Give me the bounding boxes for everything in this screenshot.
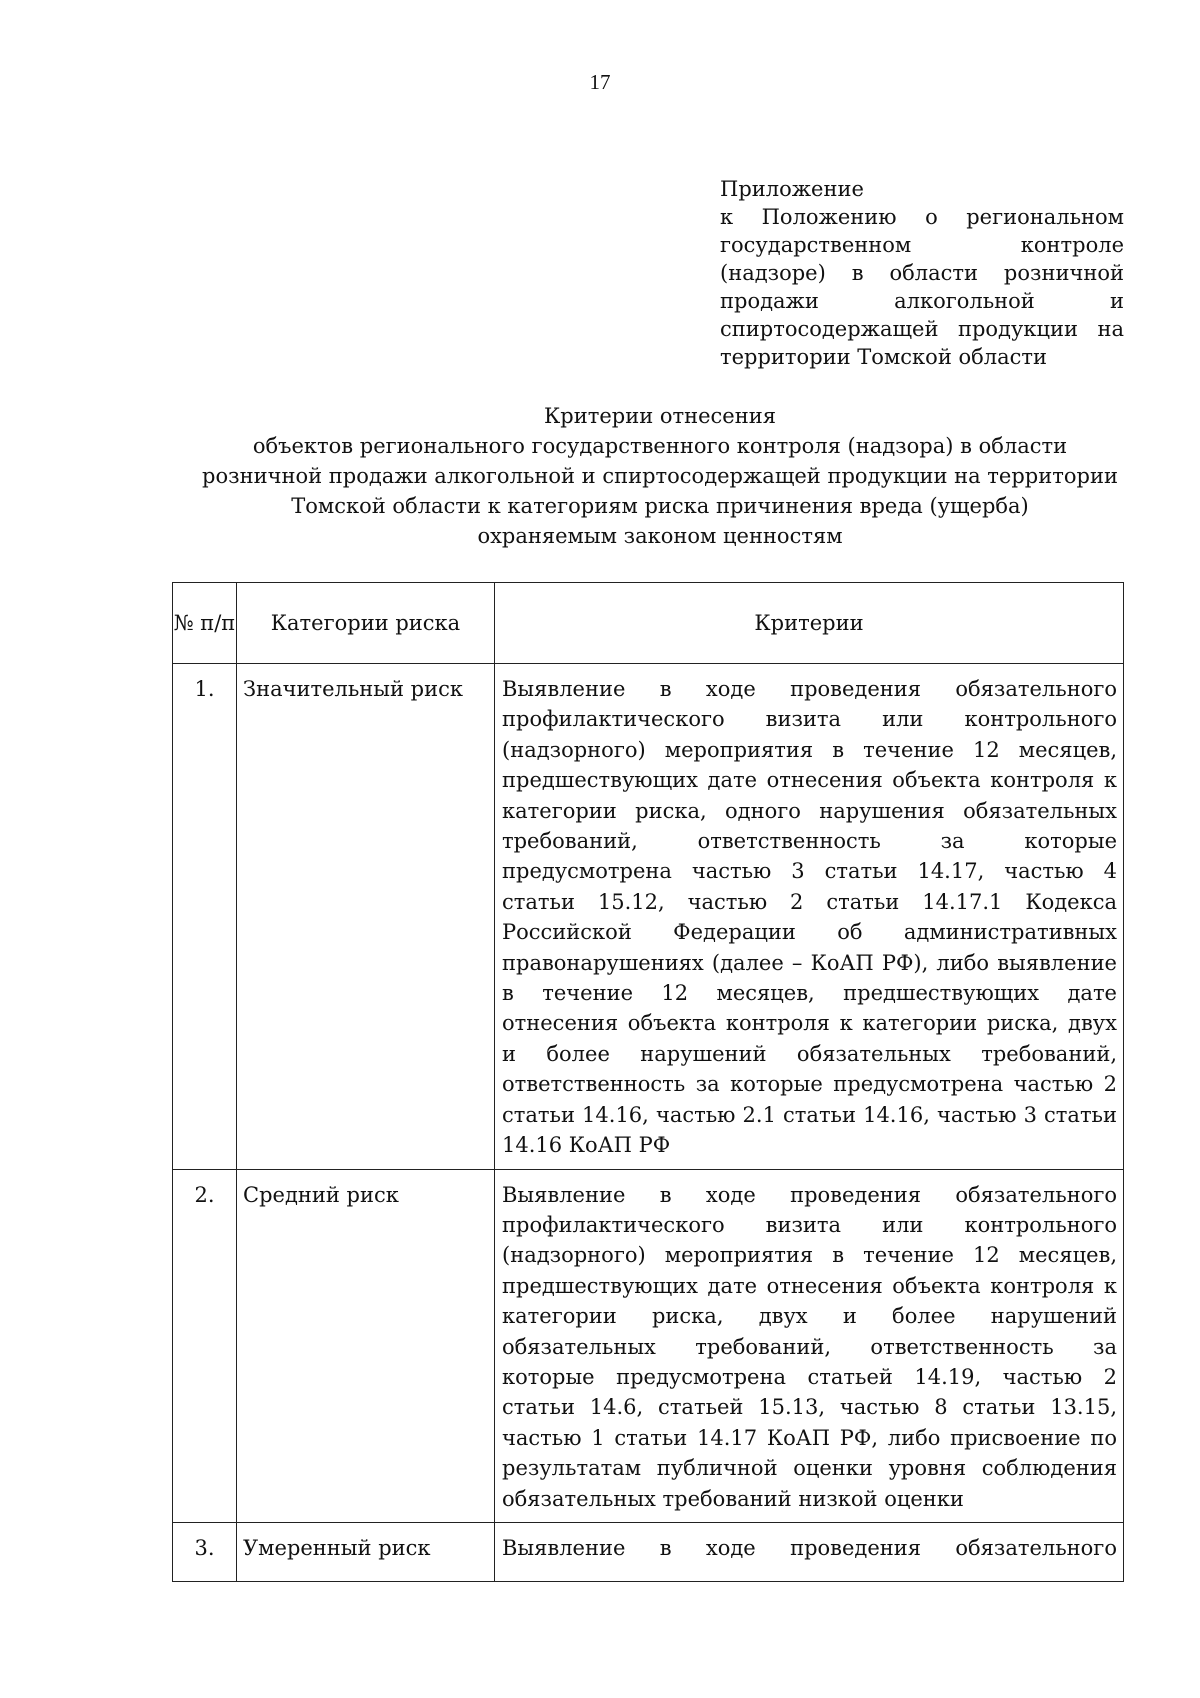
- row-number: 1.: [173, 664, 237, 1170]
- appendix-block: [720, 175, 1124, 371]
- row-category: Умеренный риск: [237, 1522, 495, 1581]
- appendix-title: Приложение: [720, 177, 864, 201]
- table-row: [173, 664, 1124, 1170]
- document-heading: [160, 401, 1160, 551]
- heading-line: Томской области к категориям риска причинения вреда (ущерба): [291, 494, 1029, 518]
- heading-line: объектов регионального государственного контроля (надзора) в области: [252, 434, 1068, 458]
- header-number: № п/п: [173, 583, 237, 664]
- row-criteria: [495, 1522, 1124, 1581]
- header-category: Категории риска: [237, 583, 495, 664]
- row-number: 2.: [173, 1169, 237, 1522]
- table-row: [173, 1169, 1124, 1522]
- row-category: Средний риск: [237, 1169, 495, 1522]
- row-criteria-text: [502, 1533, 1117, 1563]
- criteria-word: ходе: [705, 1535, 756, 1560]
- appendix-body: к Положению о региональном государственном контроле (надзоре) в области розничной продажи алкогольной и спиртосодержащей продукции на территории Томской области: [720, 205, 1124, 369]
- criteria-word: проведения: [790, 1535, 922, 1560]
- criteria-word: в: [659, 1535, 672, 1560]
- header-criteria: Критерии: [495, 583, 1124, 664]
- table-header-row: [173, 583, 1124, 664]
- row-category: Значительный риск: [237, 664, 495, 1170]
- heading-line: охраняемым законом ценностям: [477, 524, 843, 548]
- row-criteria: Выявление в ходе проведения обязательного профилактического визита или контрольного (надзорного) мероприятия в течение 12 месяцев, предшествующих дате отнесения объекта контроля к категории риска, двух и более нарушений обязательных требований, ответственность за которые предусмотрена статьей 14.19, частью 2 статьи 14.6, статьей 15.13, частью 8 статьи 13.15, частью 1 статьи 14.17 КоАП РФ, либо присвоение по результатам публичной оценки уровня соблюдения обязательных требований низкой оценки: [495, 1169, 1124, 1522]
- table-row: [173, 1522, 1124, 1581]
- criteria-word: обязательного: [955, 1535, 1117, 1560]
- risk-criteria-table: [172, 582, 1124, 1582]
- criteria-word: Выявление: [502, 1535, 626, 1560]
- row-number: 3.: [173, 1522, 237, 1581]
- heading-line: розничной продажи алкогольной и спиртосодержащей продукции на территории: [202, 464, 1118, 488]
- page-number: 17: [589, 70, 611, 94]
- heading-line: Критерии отнесения: [544, 404, 776, 428]
- row-criteria: Выявление в ходе проведения обязательного профилактического визита или контрольного (надзорного) мероприятия в течение 12 месяцев, предшествующих дате отнесения объекта контроля к категории риска, одного нарушения обязательных требований, ответственность за которые предусмотрена частью 3 статьи 14.17, частью 4 статьи 15.12, частью 2 статьи 14.17.1 Кодекса Российской Федерации об административных правонарушениях (далее – КоАП РФ), либо выявление в течение 12 месяцев, предшествующих дате отнесения объекта контроля к категории риска, двух и более нарушений обязательных требований, ответственность за которые предусмотрена частью 2 статьи 14.16, частью 2.1 статьи 14.16, частью 3 статьи 14.16 КоАП РФ: [495, 664, 1124, 1170]
